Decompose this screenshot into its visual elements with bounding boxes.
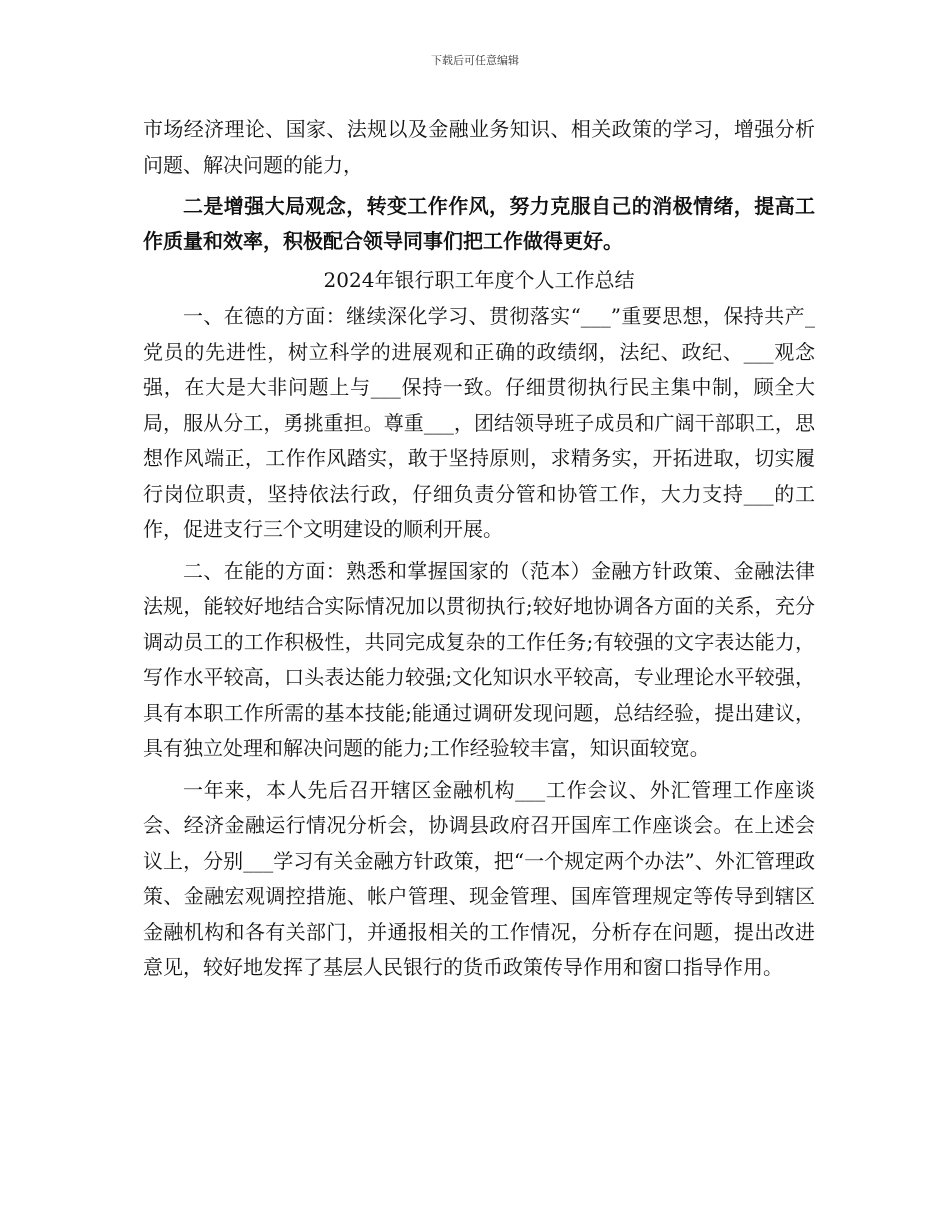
header-note: 下载后可任意编辑 [431,54,519,67]
paragraph-year-review: 一年来，本人先后召开辖区金融机构___工作会议、外汇管理工作座谈会、经济金融运行情况分析会，协调县政府召开国库工作座谈会。在上述会议上，分别___学习有关金融方针政策，把“一个规定两个办法”、外汇管理政策、金融宏观调控措施、帐户管理、现金管理、国库管理规定等传导到辖区金融机构和各有关部门，并通报相关的工作情况，分析存在问题，提出改进意见，较好地发挥了基层人民银行的货币政策传导作用和窗口指导作用。 [143,777,815,979]
section-title: 2024年银行职工年度个人工作总结 [323,268,635,292]
paragraph-morality: 一、在德的方面：继续深化学习、贯彻落实“___”重要思想，保持共产_党员的先进性，树立科学的进展观和正确的政绩纲，法纪、政纪、___观念强，在大是大非问题上与___保持一致。仔细贯彻执行民主集中制，顾全大局，服从分工，勇挑重担。尊重___，团结领导班子成员和广阔干部职工，思想作风端正，工作作风踏实，敢于坚持原则，求精务实，开拓进取，切实履行岗位职责，坚持依法行政，仔细负责分管和协管工作，大力支持___的工作，促进支行三个文明建设的顺利开展。 [143,304,815,541]
paragraph-continuation: 市场经济理论、国家、法规以及金融业务知识、相关政策的学习，增强分析问题、解决问题的能力， [143,117,815,177]
paragraph-bold-point: 二是增强大局观念，转变工作作风，努力克服自己的消极情绪，提高工作质量和效率，积极配合领导同事们把工作做得更好。 [143,194,815,253]
paragraph-ability: 二、在能的方面：熟悉和掌握国家的（范本）金融方针政策、金融法律法规，能较好地结合实际情况加以贯彻执行;较好地协调各方面的关系，充分调动员工的工作积极性，共同完成复杂的工作任务;有较强的文字表达能力，写作水平较高，口头表达能力较强;文化知识水平较高，专业理论水平较强，具有本职工作所需的基本技能;能通过调研发现问题，总结经验，提出建议，具有独立处理和解决问题的能力;工作经验较丰富，知识面较宽。 [143,558,815,760]
document-body [143,112,815,986]
